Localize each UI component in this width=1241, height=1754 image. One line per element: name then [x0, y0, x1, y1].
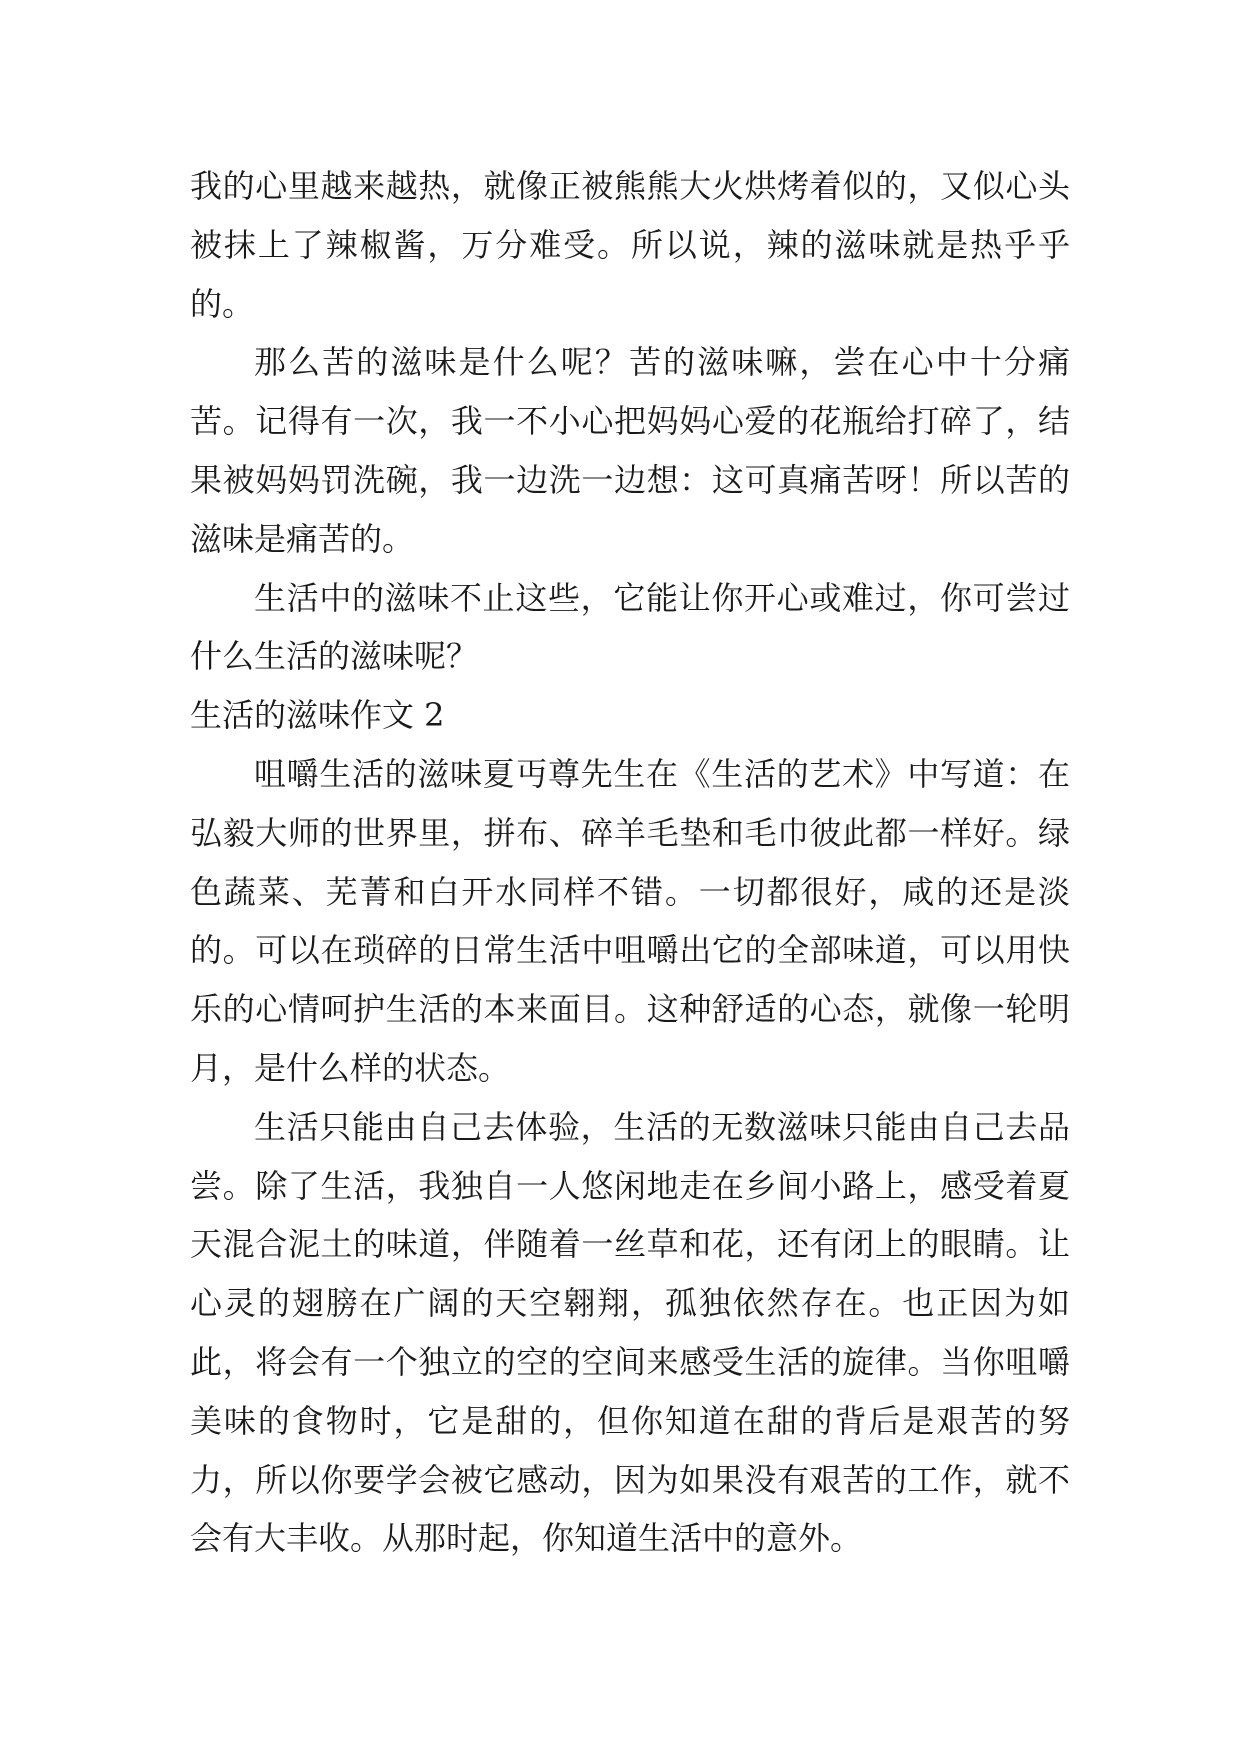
paragraph-chewing-life: 咀嚼生活的滋味夏丏尊先生在《生活的艺术》中写道：在弘毅大师的世界里，拼布、碎羊毛垫和毛巾彼此都一样好。绿色蔬菜、芜菁和白开水同样不错。一切都很好，咸的还是淡的。可以在琐碎的日常生活中咀嚼出它的全部味道，可以用快乐的心情呵护生活的本来面目。这种舒适的心态，就像一轮明月，是什么样的状态。	[190, 754, 1070, 1087]
paragraph-bitter-taste: 那么苦的滋味是什么呢？苦的滋味嘛，尝在心中十分痛苦。记得有一次，我一不小心把妈妈心爱的花瓶给打碎了，结果被妈妈罚洗碗，我一边洗一边想：这可真痛苦呀！所以苦的滋味是痛苦的。	[190, 343, 1070, 558]
document-body	[190, 157, 1070, 1568]
paragraph-spicy-taste: 我的心里越来越热，就像正被熊熊大火烘烤着似的，又似心头被抹上了辣椒酱，万分难受。所以说，辣的滋味就是热乎乎的。	[190, 167, 1070, 323]
section-title: 生活的滋味作文 2	[190, 696, 445, 735]
paragraph-life-tastes: 生活中的滋味不止这些，它能让你开心或难过，你可尝过什么生活的滋味呢？	[190, 578, 1070, 676]
paragraph-experience-life: 生活只能由自己去体验，生活的无数滋味只能由自己去品尝。除了生活，我独自一人悠闲地走在乡间小路上，感受着夏天混合泥土的味道，伴随着一丝草和花，还有闭上的眼睛。让心灵的翅膀在广阔的天空翱翔，孤独依然存在。也正因为如此，将会有一个独立的空的空间来感受生活的旋律。当你咀嚼美味的食物时，它是甜的，但你知道在甜的背后是艰苦的努力，所以你要学会被它感动，因为如果没有艰苦的工作，就不会有大丰收。从那时起，你知道生活中的意外。	[190, 1107, 1070, 1558]
